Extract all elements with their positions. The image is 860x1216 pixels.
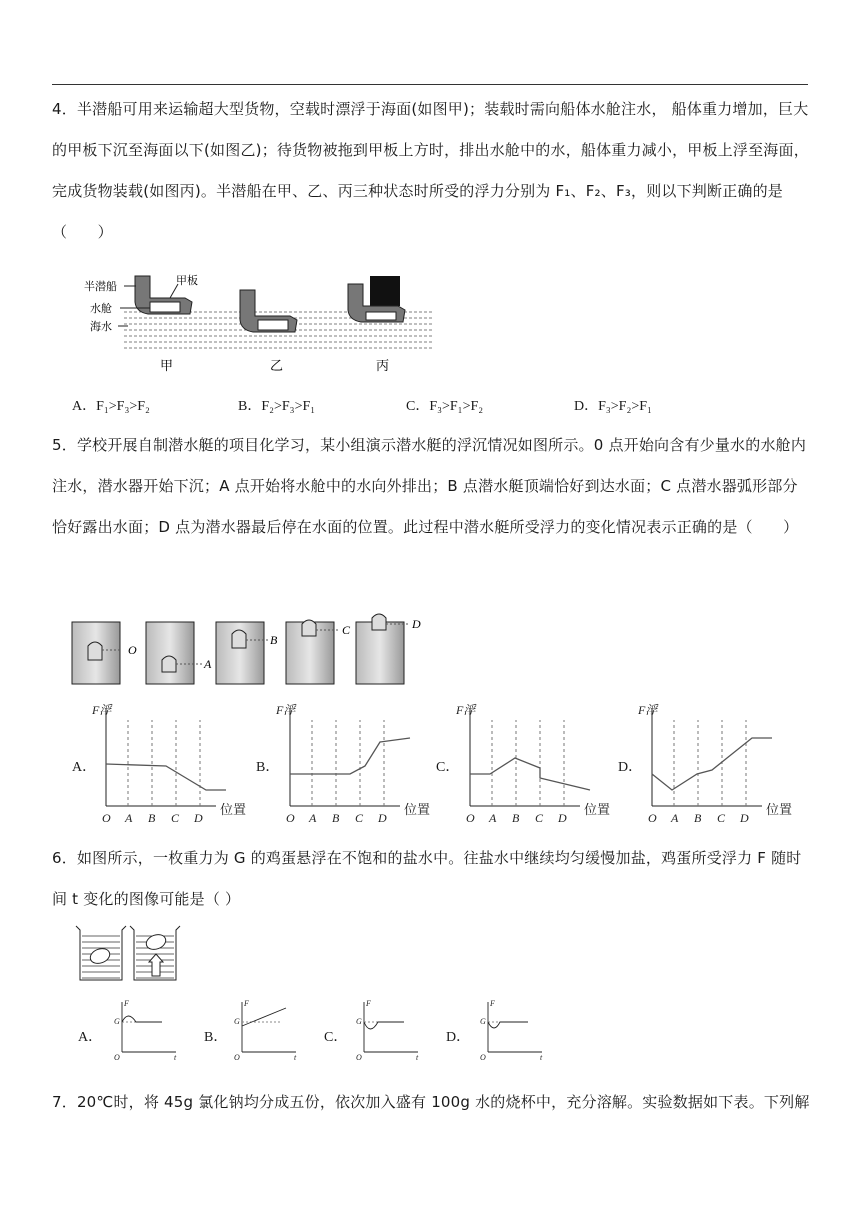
q6-curve (122, 1016, 162, 1022)
q5-x-tick: A (125, 811, 133, 825)
q5-x-tick: C (171, 811, 180, 825)
q5-x-label: 位置 (404, 802, 431, 817)
q6-o-label: O (114, 1053, 120, 1062)
q5-graph-c-label[interactable]: C． (436, 760, 460, 775)
q6-graph-c-label[interactable]: C． (324, 1030, 348, 1045)
q6-f-label: F (490, 999, 495, 1008)
q5-x-tick: O (102, 811, 111, 825)
q6-f-label: F (366, 999, 371, 1008)
label-jia: 甲 (160, 358, 174, 373)
q5-curve (106, 764, 226, 790)
q6-t-label: t (294, 1053, 297, 1062)
q5-x-tick: D (378, 811, 387, 825)
tank-label: 水舱 (90, 303, 112, 315)
q5-curve (290, 738, 410, 774)
q5-x-label: 位置 (766, 802, 793, 817)
q6-graph-axes (72, 998, 552, 1064)
tank-label-b: B (270, 633, 278, 647)
q4-option-d[interactable]: D．F₃>F₂>F₁ (574, 399, 652, 414)
question-4-figure (80, 268, 440, 378)
question-6-beakers (72, 922, 192, 984)
question-5-text: 5．学校开展自制潜水艇的项目化学习，某小组演示潜水艇的浮沉情况如图所示。0 点开始向含有少量水的水舱内注水，潜水器开始下沉；A 点开始将水舱中的水向外排出；B 点潜水艇顶端恰好到达水面；C 点潜水器弧形部分恰好露出水面；D 点为潜水器最后停在水面的位置。此过程中潜水艇所受浮力的变化情况表示正确的是（ ） (52, 436, 807, 536)
header-rule (52, 84, 808, 85)
q5-y-label: F浮 (638, 703, 658, 717)
q6-curve (242, 1008, 286, 1026)
q5-x-label: 位置 (220, 802, 247, 817)
q5-x-tick: O (286, 811, 295, 825)
q6-g-label: G (480, 1017, 486, 1026)
q5-x-tick: D (558, 811, 567, 825)
q5-x-tick: O (466, 811, 475, 825)
q5-y-label: F浮 (456, 703, 476, 717)
q6-t-label: t (540, 1053, 543, 1062)
q6-o-label: O (356, 1053, 362, 1062)
q5-x-tick: C (355, 811, 364, 825)
q5-x-label: 位置 (584, 802, 611, 817)
q5-y-label: F浮 (92, 703, 112, 717)
q5-x-tick: B (332, 811, 340, 825)
tank-label-d: D (412, 617, 421, 631)
q5-x-tick: A (309, 811, 317, 825)
q6-graph-b-label[interactable]: B． (204, 1030, 228, 1045)
question-4-options (72, 395, 812, 415)
q5-x-tick: B (694, 811, 702, 825)
q5-graph-b-label[interactable]: B． (256, 760, 280, 775)
deck-label: 甲板 (176, 275, 198, 287)
q4-option-c[interactable]: C．F₃>F₁>F₂ (406, 399, 484, 414)
tank-label-c: C (342, 623, 351, 637)
q5-x-tick: C (535, 811, 544, 825)
q5-curve (652, 738, 772, 790)
question-4-text: 4．半潜船可用来运输超大型货物，空载时漂浮于海面(如图甲)；装载时需向船体水舱注水， 船体重力增加，巨大的甲板下沉至海面以下(如图乙)；待货物被拖到甲板上方时，排出水舱中的水，船体重力减小，甲板上浮至海面，完成货物装载(如图丙)。半潜船在甲、乙、丙三种状态时所受的浮力分别为 F₁、F₂、F₃，则以下判断正确的是（ ） (52, 100, 809, 241)
q5-y-label: F浮 (276, 703, 296, 717)
q6-g-label: G (356, 1017, 362, 1026)
q6-graph-d-label[interactable]: D． (446, 1030, 471, 1045)
label-bing: 丙 (376, 358, 390, 373)
q6-graph-a-label[interactable]: A． (78, 1030, 103, 1045)
q6-f-label: F (244, 999, 249, 1008)
ship-label: 半潜船 (84, 281, 117, 293)
q6-curve (364, 1022, 404, 1029)
q6-f-label: F (124, 999, 129, 1008)
q5-x-tick: B (512, 811, 520, 825)
q6-curve (488, 1022, 528, 1028)
q4-option-b[interactable]: B．F₂>F₃>F₁ (238, 399, 316, 414)
q5-curve (470, 758, 590, 790)
q5-graph-axes (72, 698, 812, 828)
q6-o-label: O (480, 1053, 486, 1062)
question-6-graphs (72, 998, 552, 1064)
q5-graph-a-label[interactable]: A． (72, 760, 97, 775)
q5-x-tick: D (740, 811, 749, 825)
q6-o-label: O (234, 1053, 240, 1062)
tank-label-o: O (128, 643, 137, 657)
q5-x-tick: A (489, 811, 497, 825)
question-6-text: 6．如图所示，一枚重力为 G 的鸡蛋悬浮在不饱和的盐水中。往盐水中继续均匀缓慢加盐，鸡蛋所受浮力 F 随时间 t 变化的图像可能是（ ） (52, 849, 802, 908)
question-5-tanks (66, 610, 426, 690)
q5-x-tick: O (648, 811, 657, 825)
q6-t-label: t (174, 1053, 177, 1062)
label-yi: 乙 (270, 358, 284, 373)
q4-option-a[interactable]: A．F₁>F₃>F₂ (72, 399, 150, 414)
tank-label-a: A (204, 657, 212, 671)
q6-g-label: G (114, 1017, 120, 1026)
q5-graph-d-label[interactable]: D． (618, 760, 643, 775)
question-5-graphs (72, 698, 812, 828)
question-7-text: 7．20℃时，将 45g 氯化钠均分成五份，依次加入盛有 100g 水的烧杯中，充分溶解。实验数据如下表。下列解 (52, 1093, 810, 1111)
q6-g-label: G (234, 1017, 240, 1026)
q5-x-tick: B (148, 811, 156, 825)
q6-t-label: t (416, 1053, 419, 1062)
q5-x-tick: D (194, 811, 203, 825)
sea-label: 海水 (90, 321, 112, 333)
q5-x-tick: C (717, 811, 726, 825)
q5-x-tick: A (671, 811, 679, 825)
